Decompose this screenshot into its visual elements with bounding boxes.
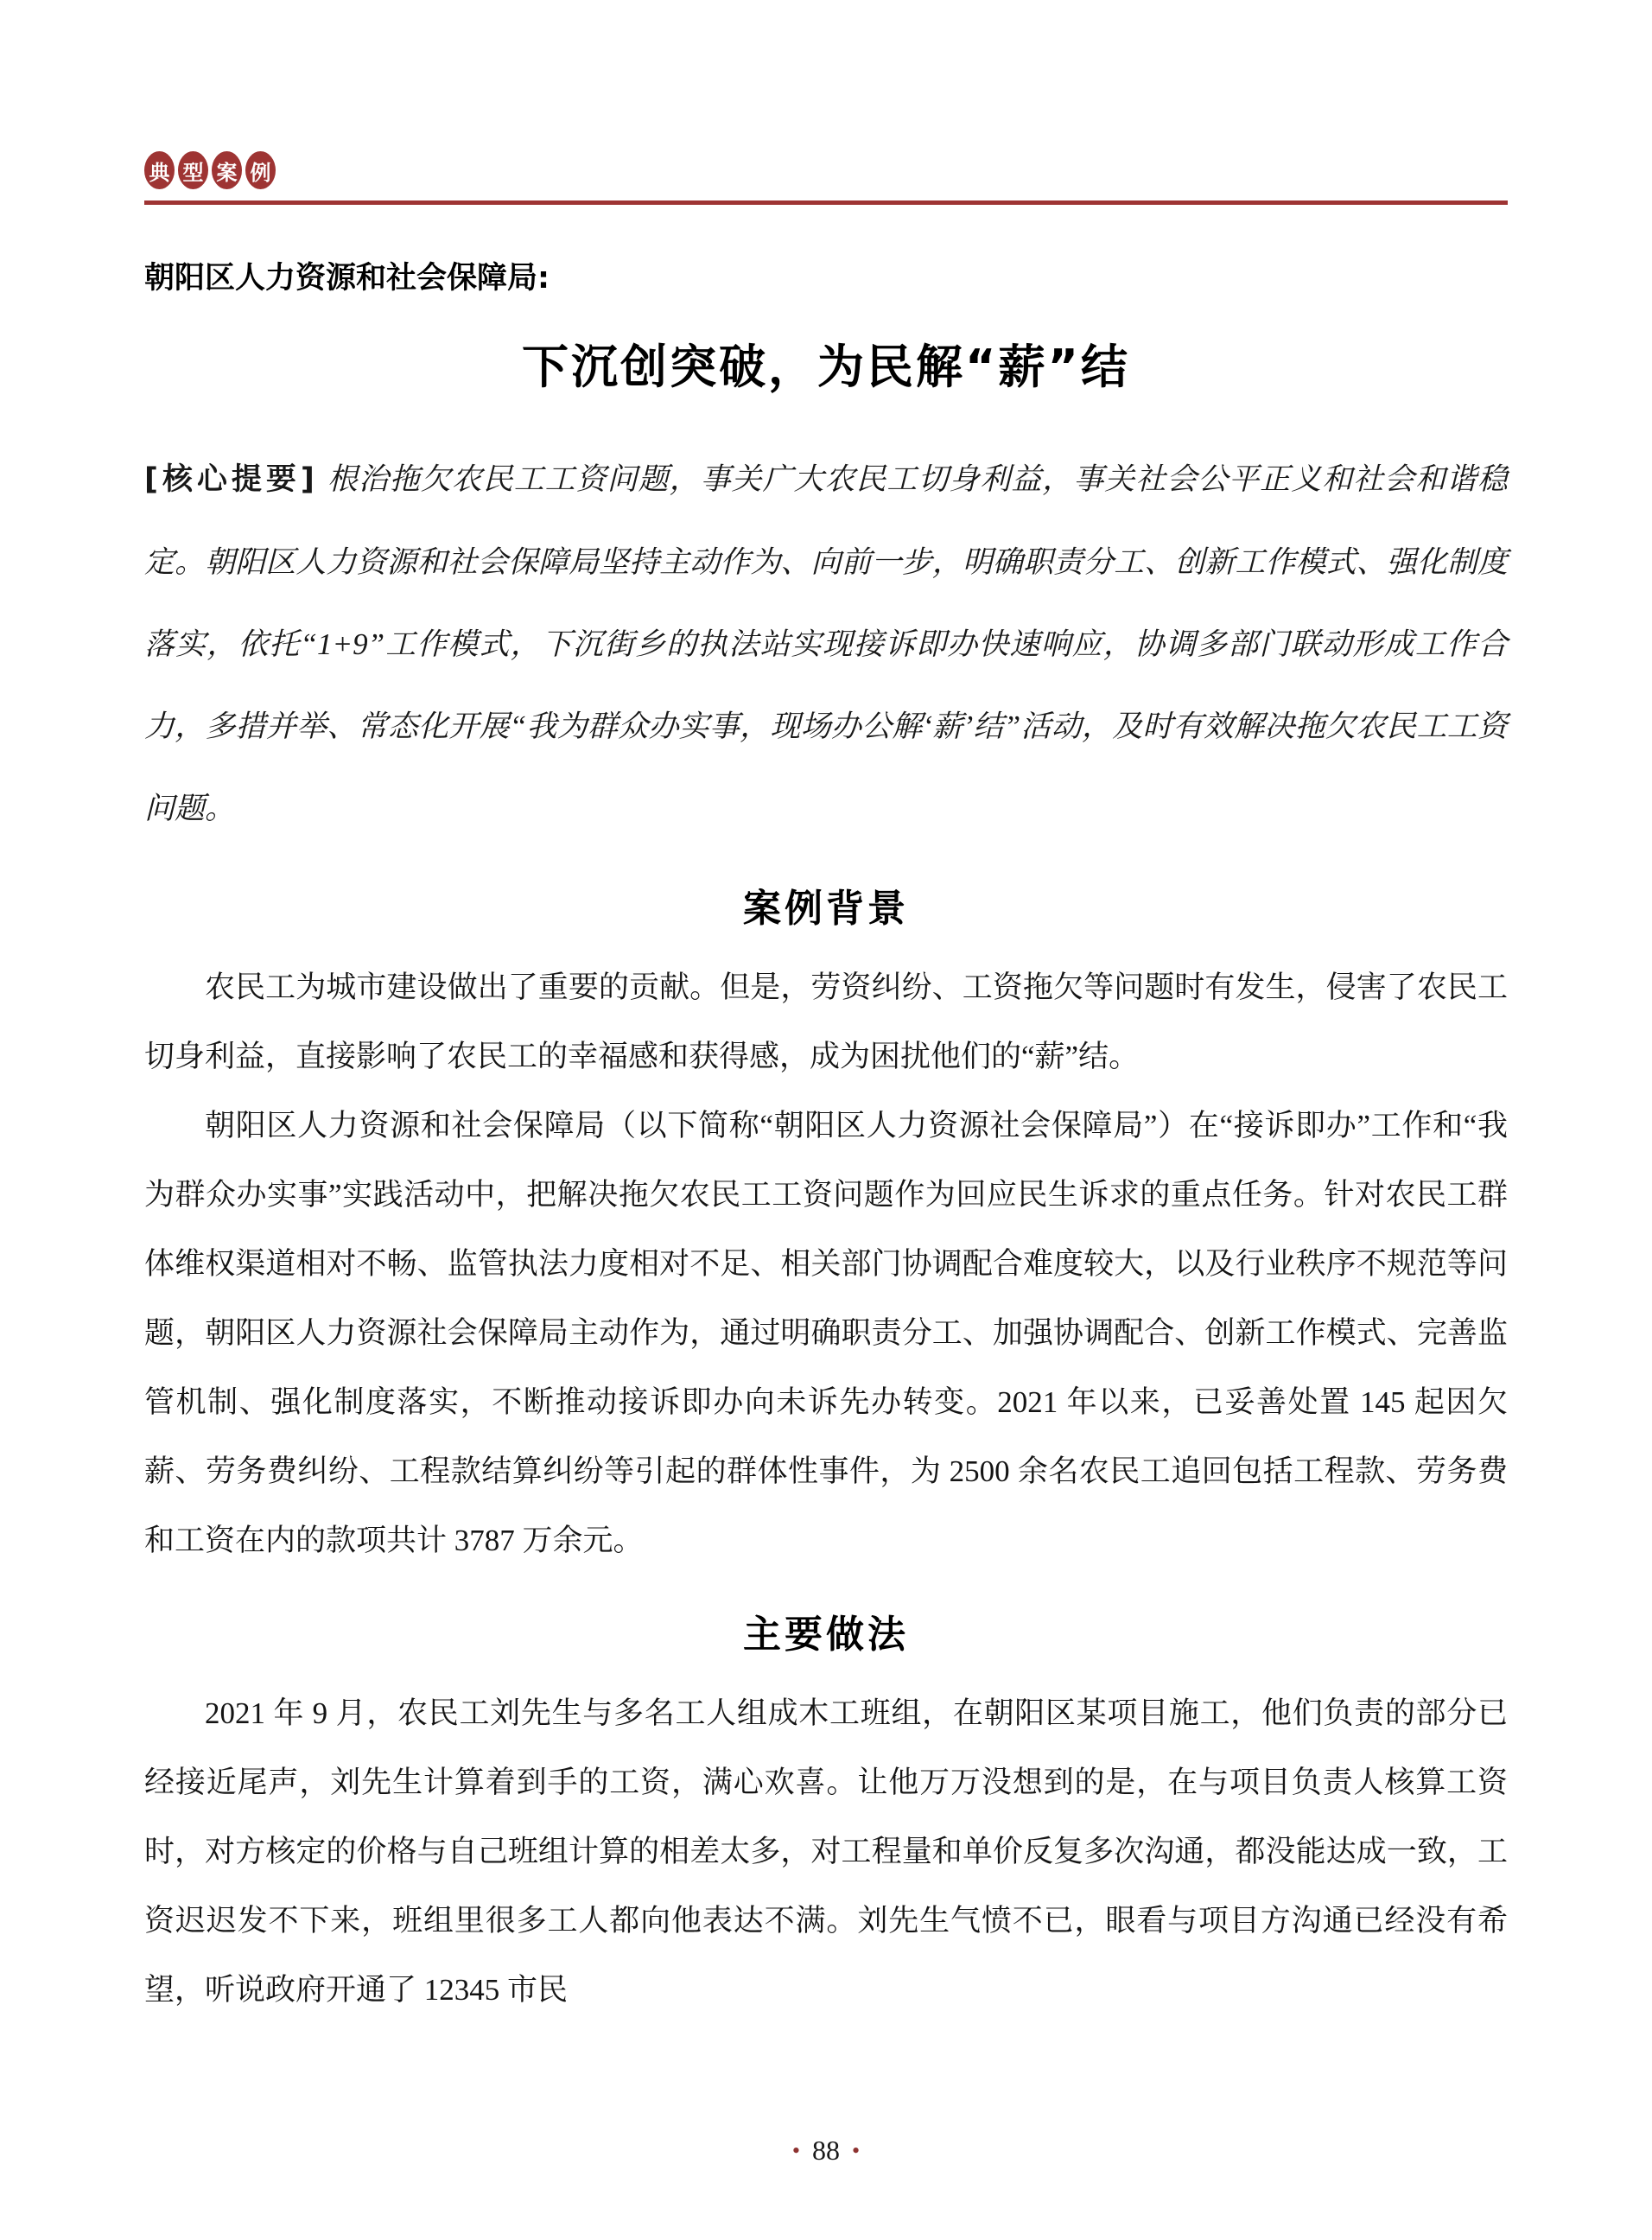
page-number: 88 [812,2135,840,2166]
department-name: 朝阳区人力资源和社会保障局: [144,261,550,296]
series-badge-char: 典 [144,151,175,189]
core-summary [144,438,1508,850]
series-badges [144,151,1508,189]
series-badge-char: 案 [212,151,242,189]
core-summary-text: 根治拖欠农民工工资问题，事关广大农民工切身利益，事关社会公平正义和社会和谐稳定。朝阳区人力资源和社会保障局坚持主动作为、向前一步，明确职责分工、创新工作模式、强化制度落实，依托“1+9”工作模式，下沉街乡的执法站实现接诉即办快速响应，协调多部门联动形成工作合力，多措并举、常态化开展“我为群众办实事，现场办公解‘薪’结”活动，及时有效解决拖欠农民工工资问题。 [144,462,1508,825]
series-badge-char: 型 [178,151,208,189]
section-case-background [144,953,1508,1575]
paragraph: 朝阳区人力资源和社会保障局（以下简称“朝阳区人力资源社会保障局”）在“接诉即办”工作和“我为群众办实事”实践活动中，把解决拖欠农民工工资问题作为回应民生诉求的重点任务。针对农民工群体维权渠道相对不畅、监管执法力度相对不足、相关部门协调配合难度较大，以及行业秩序不规范等问题，朝阳区人力资源社会保障局主动作为，通过明确职责分工、加强协调配合、创新工作模式、完善监管机制、强化制度落实，不断推动接诉即办向未诉先办转变。2021 年以来，已妥善处置 145 起因欠薪、劳务费纠纷、工程款结算纠纷等引起的群体性事件，为 2500 余名农民工追回包括工程款、劳务费和工资在内的款项共计 3787 万余元。 [144,1109,1508,1557]
paragraph: 农民工为城市建设做出了重要的贡献。但是，劳资纠纷、工资拖欠等问题时有发生，侵害了农民工切身利益，直接影响了农民工的幸福感和获得感，成为困扰他们的“薪”结。 [144,970,1508,1073]
header-rule [144,200,1508,205]
page-number-dot-right: • [852,2137,861,2163]
article-title: 下沉创突破，为民解“薪”结 [522,340,1130,394]
section-heading-case-background: 案例背景 [743,887,909,931]
page-number-dot-left: • [791,2137,800,2163]
page-footer [0,2135,1652,2167]
section-main-practices [144,1679,1508,2025]
paragraph: 2021 年 9 月，农民工刘先生与多名工人组成木工班组，在朝阳区某项目施工，他们负责的部分已经接近尾声，刘先生计算着到手的工资，满心欢喜。让他万万没想到的是，在与项目负责人核算工资时，对方核定的价格与自己班组计算的相差太多，对工程量和单价反复多次沟通，都没能达成一致，工资迟迟发不下来，班组里很多工人都向他表达不满。刘先生气愤不已，眼看与项目方沟通已经没有希望，听说政府开通了 12345 市民 [144,1696,1508,2007]
core-summary-label: [核心提要] [144,462,318,497]
series-badge-char: 例 [245,151,276,189]
section-heading-main-practices: 主要做法 [743,1613,909,1657]
